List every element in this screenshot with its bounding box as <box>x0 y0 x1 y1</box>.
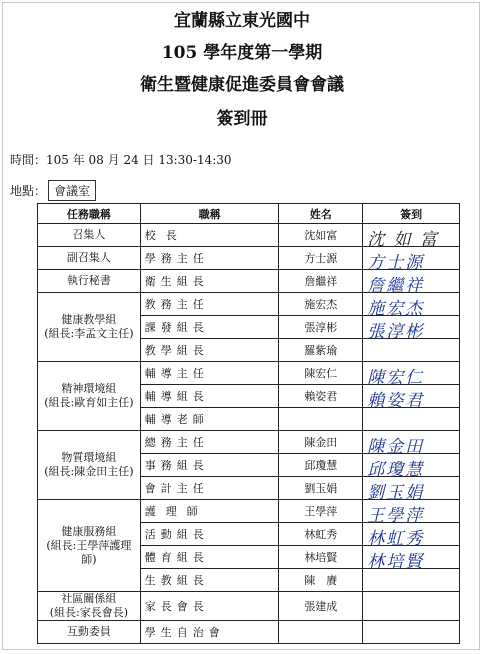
sheet-title: 簽到冊 <box>216 109 268 129</box>
role-cell: 輔導組長 <box>140 385 279 408</box>
role-cell: 活動組長 <box>140 523 279 546</box>
role-cell: 學務主任 <box>140 247 279 270</box>
task-group-cell: 物質環境組 (組長:陳金田主任) <box>38 431 141 500</box>
signature-cell <box>363 224 460 250</box>
name-cell: 羅紫瑜 <box>279 339 363 362</box>
school-title: 宜蘭縣立東光國中 <box>174 11 310 31</box>
table-row <box>38 270 460 293</box>
header-name: 姓名 <box>279 204 363 224</box>
task-group-cell: 執行秘書 <box>38 270 141 293</box>
signature-cell <box>363 362 460 388</box>
table-row <box>38 293 460 316</box>
signature-cell <box>363 339 460 362</box>
handwritten-signature: 賴姿君 <box>367 391 425 411</box>
name-cell <box>279 621 363 644</box>
name-cell: 施宏杰 <box>279 293 363 316</box>
signature-cell <box>363 454 460 480</box>
signature-cell <box>363 247 460 273</box>
signature-cell <box>363 477 460 503</box>
signature-cell <box>363 293 460 319</box>
header-task: 任務職稱 <box>38 204 141 224</box>
name-cell: 沈如富 <box>279 224 363 247</box>
handwritten-signature: 林虹秀 <box>367 529 425 549</box>
header-signature: 簽到 <box>363 204 460 224</box>
table-row <box>38 362 460 385</box>
signature-cell <box>363 546 460 572</box>
signature-cell <box>363 592 460 621</box>
handwritten-signature: 劉玉娟 <box>367 483 425 503</box>
role-cell: 教務主任 <box>140 293 279 316</box>
role-cell: 總務主任 <box>140 431 279 454</box>
table-row <box>38 621 460 644</box>
table-row <box>38 431 460 454</box>
role-cell: 輔導老師 <box>140 408 279 431</box>
task-group-cell: 健康服務組 (組長:王學萍護理師) <box>38 500 141 592</box>
handwritten-signature: 張淳彬 <box>367 322 425 342</box>
handwritten-signature: 方士源 <box>367 253 425 273</box>
role-cell: 輔導主任 <box>140 362 279 385</box>
meeting-title: 衛生暨健康促進委員會會議 <box>140 75 344 95</box>
name-cell: 王學萍 <box>279 500 363 523</box>
term-title: 105 學年度第一學期 <box>161 43 323 63</box>
task-group-cell: 互動委員 <box>38 621 141 644</box>
name-cell: 陳 賡 <box>279 569 363 592</box>
place-value: 會議室 <box>48 180 96 201</box>
handwritten-signature: 詹繼祥 <box>367 276 425 296</box>
handwritten-signature: 邱瓊慧 <box>367 460 425 480</box>
signature-cell <box>363 523 460 549</box>
name-cell: 劉玉娟 <box>279 477 363 500</box>
table-row <box>38 247 460 270</box>
task-group-cell: 健康教學組 (組長:李孟文主任) <box>38 293 141 362</box>
time-value: 105 年 08 月 24 日 13:30-14:30 <box>46 153 232 167</box>
signature-cell <box>363 621 460 644</box>
handwritten-signature: 施宏杰 <box>367 299 425 319</box>
table-row <box>38 500 460 523</box>
table-row <box>38 592 460 621</box>
name-cell: 林虹秀 <box>279 523 363 546</box>
name-cell: 詹繼祥 <box>279 270 363 293</box>
meeting-place <box>10 180 96 201</box>
signature-cell <box>363 270 460 296</box>
role-cell: 衛生組長 <box>140 270 279 293</box>
role-cell: 會計主任 <box>140 477 279 500</box>
signature-cell <box>363 316 460 342</box>
name-cell: 張建成 <box>279 592 363 621</box>
role-cell: 事務組長 <box>140 454 279 477</box>
table-row <box>38 224 460 247</box>
handwritten-signature: 王學萍 <box>367 506 425 526</box>
signature-cell <box>363 500 460 526</box>
table-header-row <box>38 204 460 224</box>
meeting-time <box>10 151 232 168</box>
signature-cell <box>363 569 460 592</box>
name-cell: 方士源 <box>279 247 363 270</box>
signature-cell <box>363 408 460 431</box>
role-cell: 教學組長 <box>140 339 279 362</box>
role-cell: 課發組長 <box>140 316 279 339</box>
task-group-cell: 社區關係組 (組長:家長會長) <box>38 592 141 621</box>
name-cell: 賴姿君 <box>279 385 363 408</box>
role-cell: 學生自治會 <box>140 621 279 644</box>
role-cell: 家長會長 <box>140 592 279 621</box>
role-cell: 體育組長 <box>140 546 279 569</box>
task-group-cell: 精神環境組 (組長:歐育如主任) <box>38 362 141 431</box>
task-group-cell: 副召集人 <box>38 247 141 270</box>
name-cell: 陳宏仁 <box>279 362 363 385</box>
name-cell: 陳金田 <box>279 431 363 454</box>
handwritten-signature: 陳金田 <box>367 437 425 457</box>
handwritten-signature: 陳宏仁 <box>367 368 425 388</box>
header-role: 職稱 <box>140 204 279 224</box>
time-label: 時間： <box>10 153 47 167</box>
role-cell: 護理師 <box>140 500 279 523</box>
name-cell: 林培賢 <box>279 546 363 569</box>
place-label: 地點： <box>10 184 47 198</box>
name-cell <box>279 408 363 431</box>
name-cell: 張淳彬 <box>279 316 363 339</box>
task-group-cell: 召集人 <box>38 224 141 247</box>
signature-cell <box>363 385 460 411</box>
handwritten-signature: 沈 如 富 <box>367 230 440 250</box>
role-cell: 校長 <box>140 224 279 247</box>
attendance-table <box>37 203 460 644</box>
name-cell: 邱瓊慧 <box>279 454 363 477</box>
handwritten-signature: 林培賢 <box>367 552 425 572</box>
role-cell: 生教組長 <box>140 569 279 592</box>
signature-cell <box>363 431 460 457</box>
